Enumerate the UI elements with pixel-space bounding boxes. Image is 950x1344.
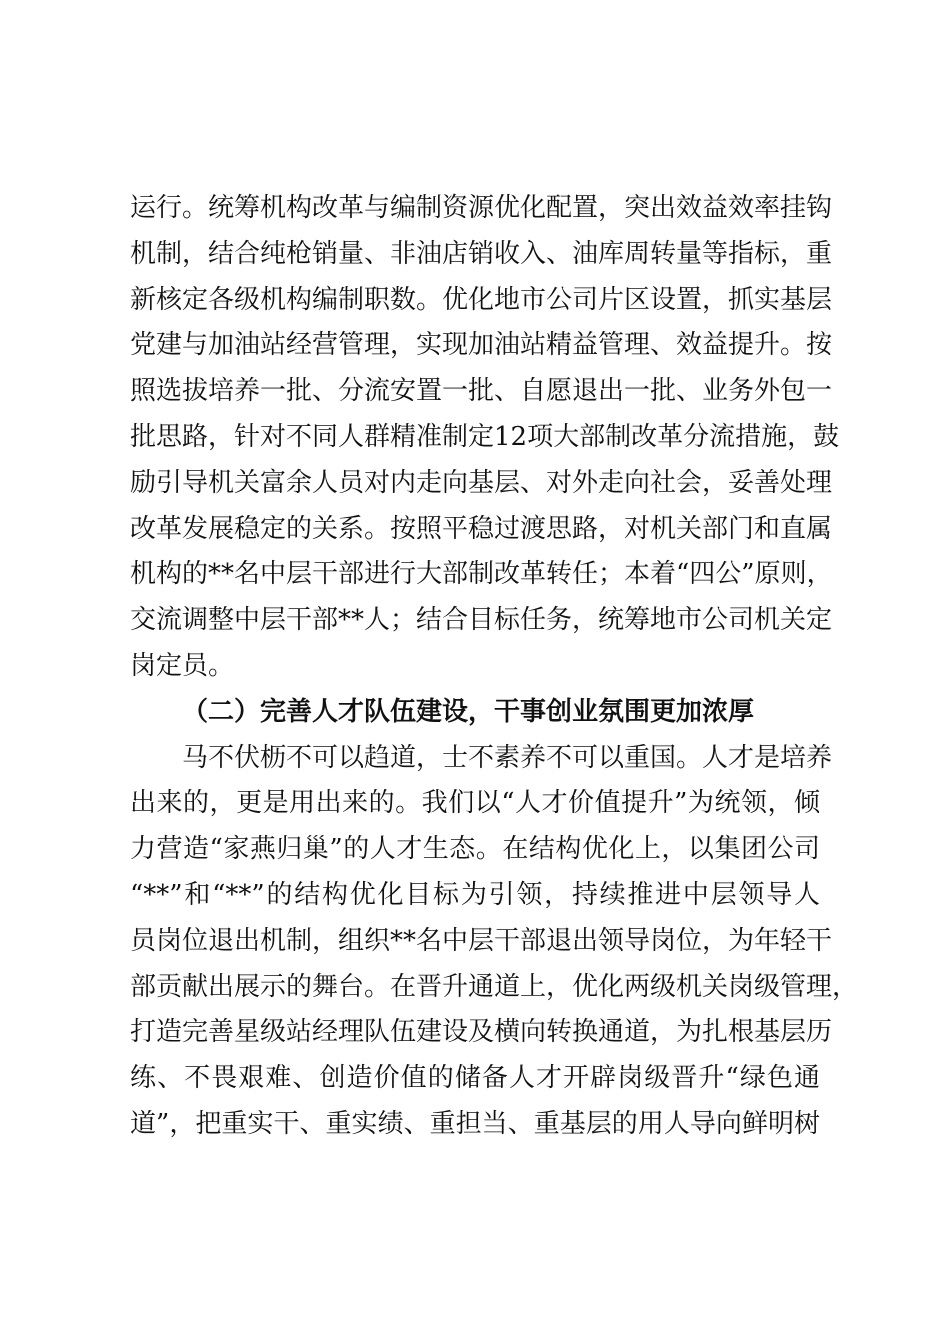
text-line: 出来的，更是用出来的。我们以“人才价值提升”为统领，倾 [130, 788, 820, 819]
text-line: 力营造“家燕归巢”的人才生态。在结构优化上，以集团公司 [130, 834, 820, 865]
text-line: 打造完善星级站经理队伍建设及横向转换通道，为扎根基层历 [130, 1017, 833, 1048]
text-line: 部贡献出展示的舞台。在晋升通道上，优化两级机关岗级管理， [130, 971, 859, 1002]
document-body [130, 186, 859, 1148]
text-line: 岗定员。 [130, 650, 235, 681]
paragraph-1 [130, 186, 840, 690]
text-line: 新核定各级机构编制职数。优化地市公司片区设置，抓实基层 [130, 284, 833, 315]
text-line: 运行。统筹机构改革与编制资源优化配置，突出效益效率挂钩 [130, 193, 833, 223]
text-line: “**”和“**”的结构优化目标为引领，持续推进中层领导人 [130, 879, 820, 910]
text-line: 照选拔培养一批、分流安置一批、自愿退出一批、业务外包一 [130, 376, 833, 407]
text-line: 励引导机关富余人员对内走向基层、对外走向社会，妥善处理 [130, 467, 833, 498]
text-line: 练、不畏艰难、创造价值的储备人才开辟岗级晋升“绿色通 [130, 1063, 820, 1094]
text-line: 机制，结合纯枪销量、非油店销收入、油库周转量等指标，重 [130, 238, 833, 269]
text-line: 交流调整中层干部**人；结合目标任务，统筹地市公司机关定 [130, 605, 833, 636]
text-line: 机构的**名中层干部进行大部制改革转任；本着“四公”原则， [130, 559, 833, 590]
section-heading: （二）完善人才队伍建设，干事创业氛围更加浓厚 [182, 696, 755, 727]
text-line: 批思路，针对不同人群精准制定12项大部制改革分流措施，鼓 [130, 421, 840, 452]
text-line: 马不伏枥不可以趋道，士不素养不可以重国。人才是培养 [182, 742, 833, 773]
text-line: 员岗位退出机制，组织**名中层干部退出领导岗位，为年轻干 [130, 925, 833, 956]
text-line: 党建与加油站经营管理，实现加油站精益管理、效益提升。按 [130, 330, 833, 361]
paragraph-2 [130, 736, 859, 1148]
text-line: 改革发展稳定的关系。按照平稳过渡思路，对机关部门和直属 [130, 513, 833, 544]
text-line: 道”，把重实干、重实绩、重担当、重基层的用人导向鲜明树 [130, 1108, 820, 1139]
